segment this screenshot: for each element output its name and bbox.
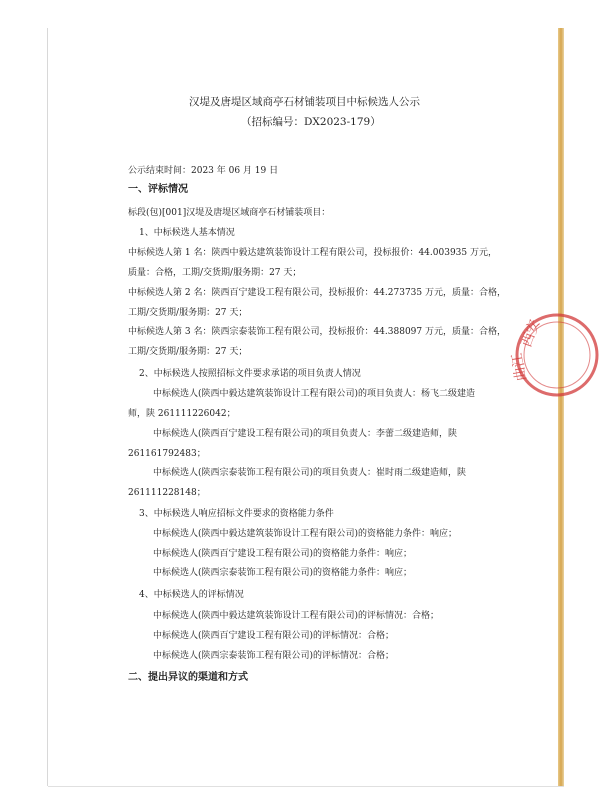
evaluation-1: 中标候选人(陕西中毅达建筑装饰设计工程有限公司)的评标情况：合格；: [153, 611, 440, 621]
qualification-2: 中标候选人(陕西百宁建设工程有限公司)的资格能力条件：响应；: [153, 549, 413, 559]
page-edge: [558, 28, 564, 786]
pm-3-line-b: 261111228148；: [128, 488, 206, 498]
document-page: [47, 28, 563, 786]
candidate-3-line-a: 中标候选人第 3 名：陕西宗泰装饰工程有限公司，投标报价：44.388097 万元，质量：合格，: [128, 327, 506, 337]
evaluation-2: 中标候选人(陕西百宁建设工程有限公司)的评标情况：合格；: [153, 631, 395, 641]
company-seal-stamp: [509, 310, 602, 400]
svg-text:西安: 西安: [518, 317, 544, 350]
candidate-2-line-a: 中标候选人第 2 名：陕西百宁建设工程有限公司，投标报价：44.273735 万元，质量：合格，: [128, 288, 506, 298]
section-1-heading: 一、评标情况: [128, 184, 188, 195]
lot-line: 标段(包)[001]汉堤及唐堤区域商亭石材铺装项目：: [128, 208, 331, 218]
candidate-3-line-b: 工期/交货期/服务期：27 天；: [128, 347, 248, 357]
sub-heading-3: 3、中标候选人响应招标文件要求的资格能力条件: [139, 509, 334, 519]
pm-3-line-a: 中标候选人(陕西宗泰装饰工程有限公司)的项目负责人：崔时雨二级建造师，陕: [153, 468, 467, 478]
doc-title: 汉堤及唐堤区域商亭石材铺装项目中标候选人公示: [189, 96, 420, 108]
pm-2-line-b: 261161792483；: [128, 449, 206, 459]
pm-1-line-a: 中标候选人(陕西中毅达建筑装饰设计工程有限公司)的项目负责人：杨飞二级建造: [153, 389, 476, 399]
sub-heading-4: 4、中标候选人的评标情况: [139, 590, 244, 600]
candidate-1-line-a: 中标候选人第 1 名：陕西中毅达建筑装饰设计工程有限公司，投标报价：44.003935 万元，: [128, 248, 497, 258]
candidate-2-line-b: 工期/交货期/服务期：27 天；: [128, 308, 248, 318]
candidate-1-line-b: 质量：合格，工期/交货期/服务期：27 天；: [128, 268, 302, 278]
qualification-1: 中标候选人(陕西中毅达建筑装饰设计工程有限公司)的资格能力条件：响应；: [153, 529, 458, 539]
doc-subtitle: （招标编号：DX2023-179）: [241, 116, 381, 128]
end-time: 公示结束时间：2023 年 06 月 19 日: [128, 166, 279, 176]
pm-1-line-b: 师，陕 261111226042；: [128, 409, 236, 419]
evaluation-3: 中标候选人(陕西宗泰装饰工程有限公司)的评标情况：合格；: [153, 651, 395, 661]
pm-2-line-a: 中标候选人(陕西百宁建设工程有限公司)的项目负责人：李蕾二级建造师，陕: [153, 429, 458, 439]
qualification-3: 中标候选人(陕西宗泰装饰工程有限公司)的资格能力条件：响应；: [153, 568, 413, 578]
sub-heading-2: 2、中标候选人按照招标文件要求承诺的项目负责人情况: [139, 369, 361, 379]
sub-heading-1: 1、中标候选人基本情况: [139, 228, 235, 238]
svg-text:曲江: 曲江: [509, 351, 530, 383]
section-2-heading: 二、提出异议的渠道和方式: [128, 672, 248, 683]
